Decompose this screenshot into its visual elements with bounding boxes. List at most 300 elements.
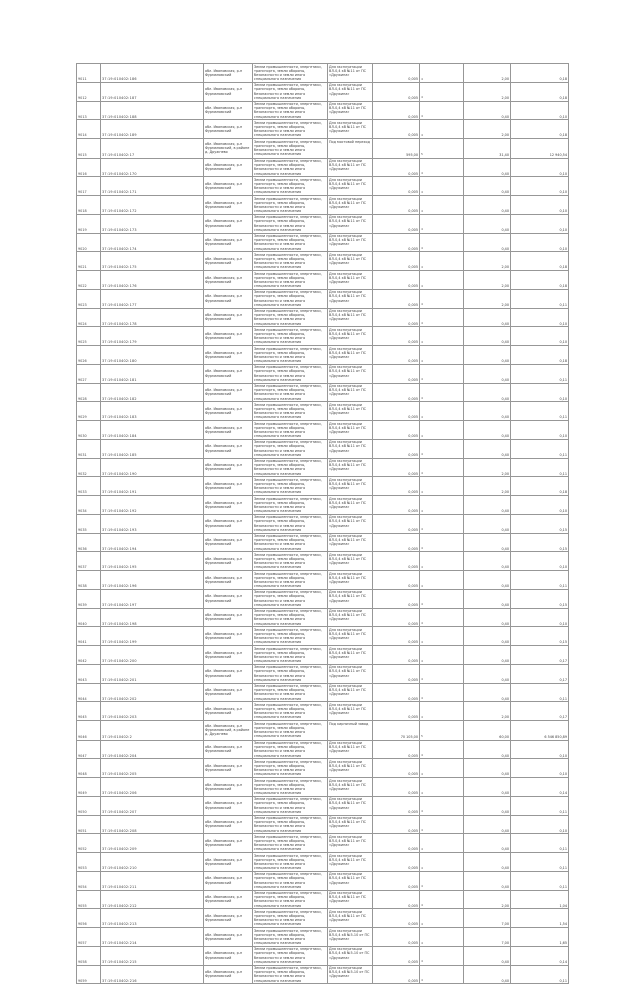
cell-land-category: Земли промышленности, энергетики, транспорта, земли обороны, безопасности и земли иного специального назначения xyxy=(253,796,328,815)
cell-area: 0,005 xyxy=(373,196,420,215)
cell-address: обл. Ивановская, р-н Фурмановский xyxy=(204,120,253,139)
cell-value-1: 0,40 xyxy=(464,965,511,984)
cell-object-id: 9027 xyxy=(77,364,101,383)
cell-object-id: 9018 xyxy=(77,196,101,215)
cell-cadastral-number: 37:19:010402:204 xyxy=(101,740,204,759)
cell-address: обл. Ивановская, р-н Фурмановский xyxy=(204,796,253,815)
cell-value-1: 0,40 xyxy=(464,627,511,646)
cell-address: обл. Ивановская, р-н Фурмановский xyxy=(204,702,253,721)
cell-permitted-use: Для эксплуатации ВЛ-0,4 кВ №11 от ПС «Дружина» xyxy=(328,664,373,683)
cell-address: обл. Ивановская, р-н Фурмановский xyxy=(204,233,253,252)
cell-land-category: Земли промышленности, энергетики, транспорта, земли обороны, безопасности и земли иного специального назначения xyxy=(253,383,328,402)
cell-value-1: 0,40 xyxy=(464,514,511,533)
cell-mark: 4 xyxy=(420,289,464,308)
cell-mark: 4 xyxy=(420,646,464,665)
cell-address: обл. Ивановская, р-н Фурмановский xyxy=(204,589,253,608)
cell-value-2: 0,10 xyxy=(511,101,569,120)
cell-area: 0,005 xyxy=(373,664,420,683)
cell-permitted-use: Для эксплуатации ВЛ-0,4 кВ №11 от ПС «Дружина» xyxy=(328,64,373,83)
cell-value-1: 2,00 xyxy=(464,289,511,308)
cell-area: 0,005 xyxy=(373,702,420,721)
cell-permitted-use: Под мостовой переход xyxy=(328,139,373,159)
table-row xyxy=(77,778,569,797)
cell-cadastral-number: 37:19:010402:196 xyxy=(101,571,204,590)
cell-cadastral-number: 37:19:010402:175 xyxy=(101,252,204,271)
cell-address: обл. Ивановская, р-н Фурмановский xyxy=(204,177,253,196)
cell-value-1: 0,40 xyxy=(464,346,511,365)
cell-object-id: 9016 xyxy=(77,158,101,177)
cell-land-category: Земли промышленности, энергетики, транспорта, земли обороны, безопасности и земли иного специального назначения xyxy=(253,139,328,159)
cell-area: 0,005 xyxy=(373,496,420,515)
cell-value-2: 0,10 xyxy=(511,214,569,233)
cell-permitted-use: Для эксплуатации ВЛ-0,4 кВ №11 от ПС «Дружина» xyxy=(328,383,373,402)
cell-address: обл. Ивановская, р-н Фурмановский xyxy=(204,815,253,834)
table-row xyxy=(77,64,569,83)
cell-value-2: 0,15 xyxy=(511,533,569,552)
cell-land-category: Земли промышленности, энергетики, транспорта, земли обороны, безопасности и земли иного специального назначения xyxy=(253,158,328,177)
cell-area: 0,005 xyxy=(373,853,420,872)
cell-value-1: 0,40 xyxy=(464,853,511,872)
cell-land-category: Земли промышленности, энергетики, транспорта, земли обороны, безопасности и земли иного специального назначения xyxy=(253,589,328,608)
cell-value-2: 0,18 xyxy=(511,271,569,290)
cell-area: 0,005 xyxy=(373,308,420,327)
cell-permitted-use: Для эксплуатации ВЛ-0,4 кВ №11 от ПС «Дружина» xyxy=(328,214,373,233)
cell-land-category: Земли промышленности, энергетики, транспорта, земли обороны, безопасности и земли иного специального назначения xyxy=(253,946,328,965)
cell-object-id: 9059 xyxy=(77,965,101,984)
cell-cadastral-number: 37:19:010402:173 xyxy=(101,214,204,233)
cell-mark: 4 xyxy=(420,196,464,215)
cell-land-category: Земли промышленности, энергетики, транспорта, земли обороны, безопасности и земли иного специального назначения xyxy=(253,759,328,778)
cell-cadastral-number: 37:19:010402:187 xyxy=(101,82,204,101)
cell-area: 0,005 xyxy=(373,965,420,984)
cell-land-category: Земли промышленности, энергетики, транспорта, земли обороны, безопасности и земли иного специального назначения xyxy=(253,496,328,515)
cell-value-1: 0,40 xyxy=(464,158,511,177)
cell-value-1: 2,00 xyxy=(464,64,511,83)
cell-mark: 4 xyxy=(420,233,464,252)
cell-value-2: 0,10 xyxy=(511,740,569,759)
cell-value-1: 0,40 xyxy=(464,214,511,233)
table-row xyxy=(77,252,569,271)
cell-value-1: 0,40 xyxy=(464,815,511,834)
cell-land-category: Земли промышленности, энергетики, транспорта, земли обороны, безопасности и земли иного специального назначения xyxy=(253,289,328,308)
cell-value-2: 0,11 xyxy=(511,683,569,702)
cell-value-1: 0,40 xyxy=(464,683,511,702)
cell-permitted-use: Для эксплуатации ВЛ-0,4 кВ №11 от ПС «Дружина» xyxy=(328,346,373,365)
cell-area: 0,005 xyxy=(373,421,420,440)
cell-land-category: Земли промышленности, энергетики, транспорта, земли обороны, безопасности и земли иного специального назначения xyxy=(253,196,328,215)
cell-value-2: 1,54 xyxy=(511,909,569,928)
cell-object-id: 9036 xyxy=(77,533,101,552)
cell-cadastral-number: 37:19:010402:181 xyxy=(101,364,204,383)
cell-cadastral-number: 37:19:010402:198 xyxy=(101,608,204,627)
cell-area: 0,005 xyxy=(373,683,420,702)
cell-permitted-use: Для эксплуатации ВЛ-0,4 кВ №11 от ПС «Дружина» xyxy=(328,740,373,759)
cell-address: обл. Ивановская, р-н Фурмановский xyxy=(204,64,253,83)
cell-mark: 4 xyxy=(420,589,464,608)
cell-area: 0,005 xyxy=(373,796,420,815)
cell-mark: 4 xyxy=(420,346,464,365)
cell-value-1: 31,40 xyxy=(464,139,511,159)
cell-value-2: 0,17 xyxy=(511,664,569,683)
cell-cadastral-number: 37:19:010402:185 xyxy=(101,439,204,458)
cell-permitted-use: Для эксплуатации ВЛ-0,4 кВ №11 от ПС «Дружина» xyxy=(328,439,373,458)
cell-value-2: 0,10 xyxy=(511,308,569,327)
cell-object-id: 9030 xyxy=(77,421,101,440)
cell-object-id: 9015 xyxy=(77,139,101,159)
cell-value-2: 0,10 xyxy=(511,815,569,834)
cell-cadastral-number: 37:19:010402:211 xyxy=(101,871,204,890)
cell-value-1: 0,40 xyxy=(464,327,511,346)
cell-value-1: 0,40 xyxy=(464,196,511,215)
table-row xyxy=(77,664,569,683)
cell-land-category: Земли промышленности, энергетики, транспорта, земли обороны, безопасности и земли иного специального назначения xyxy=(253,608,328,627)
cell-land-category: Земли промышленности, энергетики, транспорта, земли обороны, безопасности и земли иного специального назначения xyxy=(253,64,328,83)
cell-land-category: Земли промышленности, энергетики, транспорта, земли обороны, безопасности и земли иного специального назначения xyxy=(253,721,328,741)
cell-area: 0,005 xyxy=(373,589,420,608)
cell-object-id: 9039 xyxy=(77,589,101,608)
cell-permitted-use: Для эксплуатации ВЛ-0,4 кВ №11 от ПС «Дружина» xyxy=(328,402,373,421)
cell-mark: 4 xyxy=(420,458,464,477)
cell-value-1: 2,00 xyxy=(464,82,511,101)
cell-area: 0,005 xyxy=(373,327,420,346)
cell-permitted-use: Для эксплуатации ВЛ-0,4 кВ №11 от ПС «Дружина» xyxy=(328,514,373,533)
cell-object-id: 9041 xyxy=(77,627,101,646)
cell-mark: 4 xyxy=(420,514,464,533)
cell-object-id: 9046 xyxy=(77,721,101,741)
cell-land-category: Земли промышленности, энергетики, транспорта, земли обороны, безопасности и земли иного специального назначения xyxy=(253,421,328,440)
cell-permitted-use: Для эксплуатации ВЛ-0,4 кВ №11 от ПС «Дружина» xyxy=(328,327,373,346)
cell-mark: 4 xyxy=(420,101,464,120)
table-row xyxy=(77,871,569,890)
cell-area: 0,005 xyxy=(373,815,420,834)
table-row xyxy=(77,364,569,383)
cell-object-id: 9052 xyxy=(77,834,101,853)
table-row xyxy=(77,740,569,759)
cell-land-category: Земли промышленности, энергетики, транспорта, земли обороны, безопасности и земли иного специального назначения xyxy=(253,101,328,120)
cell-value-2: 0,11 xyxy=(511,458,569,477)
cell-mark: 4 xyxy=(420,383,464,402)
cell-area: 0,005 xyxy=(373,778,420,797)
cell-area: 0,005 xyxy=(373,834,420,853)
cell-object-id: 9033 xyxy=(77,477,101,496)
cell-address: обл. Ивановская, р-н Фурмановский, в районе д. Дружнево xyxy=(204,139,253,159)
cell-permitted-use: Для эксплуатации ВЛ-0,4 кВ №11 от ПС «Дружина» xyxy=(328,177,373,196)
cell-permitted-use: Для эксплуатации ВЛ-0,4 кВ №11 от ПС «Дружина» xyxy=(328,458,373,477)
cell-object-id: 9054 xyxy=(77,871,101,890)
cell-land-category: Земли промышленности, энергетики, транспорта, земли обороны, безопасности и земли иного специального назначения xyxy=(253,928,328,947)
table-row xyxy=(77,120,569,139)
cell-value-1: 2,00 xyxy=(464,252,511,271)
cell-cadastral-number: 37:19:010402:214 xyxy=(101,928,204,947)
cell-cadastral-number: 37:19:010402:212 xyxy=(101,890,204,909)
cell-mark: 4 xyxy=(420,158,464,177)
cell-cadastral-number: 37:19:010402:179 xyxy=(101,327,204,346)
cell-permitted-use: Для эксплуатации ВЛ-0,4 кВ №11 от ПС «Дружина» xyxy=(328,778,373,797)
cell-mark: 5 xyxy=(420,721,464,741)
cell-value-2: 0,18 xyxy=(511,477,569,496)
cell-value-2: 1,04 xyxy=(511,890,569,909)
cell-permitted-use: Для эксплуатации ВЛ-0,4 кВ №11 от ПС «Дружина» xyxy=(328,308,373,327)
cell-area: 0,005 xyxy=(373,909,420,928)
cell-cadastral-number: 37:19:010402:215 xyxy=(101,946,204,965)
table-row xyxy=(77,589,569,608)
cell-land-category: Земли промышленности, энергетики, транспорта, земли обороны, безопасности и земли иного специального назначения xyxy=(253,477,328,496)
cell-cadastral-number: 37:19:010402:206 xyxy=(101,778,204,797)
cell-value-1: 60,00 xyxy=(464,721,511,741)
cell-cadastral-number: 37:19:010402:210 xyxy=(101,853,204,872)
table-row xyxy=(77,965,569,984)
cell-mark: 4 xyxy=(420,552,464,571)
cell-address: обл. Ивановская, р-н Фурмановский xyxy=(204,402,253,421)
cell-value-1: 0,40 xyxy=(464,608,511,627)
cell-object-id: 9022 xyxy=(77,271,101,290)
cell-land-category: Земли промышленности, энергетики, транспорта, земли обороны, безопасности и земли иного специального назначения xyxy=(253,627,328,646)
cell-value-1: 0,40 xyxy=(464,740,511,759)
cell-land-category: Земли промышленности, энергетики, транспорта, земли обороны, безопасности и земли иного специального назначения xyxy=(253,458,328,477)
cell-area: 0,005 xyxy=(373,458,420,477)
cell-value-1: 0,40 xyxy=(464,664,511,683)
cell-object-id: 9040 xyxy=(77,608,101,627)
cell-land-category: Земли промышленности, энергетики, транспорта, земли обороны, безопасности и земли иного специального назначения xyxy=(253,514,328,533)
cell-object-id: 9026 xyxy=(77,346,101,365)
cell-object-id: 9049 xyxy=(77,778,101,797)
cell-area: 0,005 xyxy=(373,552,420,571)
cell-value-1: 0,40 xyxy=(464,101,511,120)
cell-mark: 4 xyxy=(420,533,464,552)
cell-area: 0,005 xyxy=(373,158,420,177)
cell-address: обл. Ивановская, р-н Фурмановский xyxy=(204,740,253,759)
cell-cadastral-number: 37:19:010402:190 xyxy=(101,458,204,477)
cell-value-2: 0,17 xyxy=(511,646,569,665)
cell-address: обл. Ивановская, р-н Фурмановский xyxy=(204,965,253,984)
cell-value-1: 0,40 xyxy=(464,552,511,571)
cell-land-category: Земли промышленности, энергетики, транспорта, земли обороны, безопасности и земли иного специального назначения xyxy=(253,740,328,759)
cell-cadastral-number: 37:19:010402:192 xyxy=(101,496,204,515)
cell-value-1: 0,40 xyxy=(464,759,511,778)
cell-value-1: 0,40 xyxy=(464,364,511,383)
cell-value-2: 0,18 xyxy=(511,82,569,101)
cell-value-1: 2,00 xyxy=(464,890,511,909)
cell-object-id: 9013 xyxy=(77,101,101,120)
cell-object-id: 9023 xyxy=(77,289,101,308)
cell-area: 0,005 xyxy=(373,383,420,402)
cell-object-id: 9044 xyxy=(77,683,101,702)
cell-mark: 4 xyxy=(420,120,464,139)
cell-address: обл. Ивановская, р-н Фурмановский xyxy=(204,439,253,458)
cell-object-id: 9048 xyxy=(77,759,101,778)
cell-land-category: Земли промышленности, энергетики, транспорта, земли обороны, безопасности и земли иного специального назначения xyxy=(253,533,328,552)
cell-address: обл. Ивановская, р-н Фурмановский xyxy=(204,477,253,496)
cell-permitted-use: Для эксплуатации ВЛ-0,4 кВ №11 от ПС «Дружина» xyxy=(328,120,373,139)
cell-land-category: Земли промышленности, энергетики, транспорта, земли обороны, безопасности и земли иного специального назначения xyxy=(253,871,328,890)
cell-object-id: 9021 xyxy=(77,252,101,271)
cell-cadastral-number: 37:19:010402:172 xyxy=(101,196,204,215)
cell-cadastral-number: 37:19:010402:205 xyxy=(101,759,204,778)
cell-land-category: Земли промышленности, энергетики, транспорта, земли обороны, безопасности и земли иного специального назначения xyxy=(253,571,328,590)
cell-object-id: 9056 xyxy=(77,909,101,928)
cell-area: 0,005 xyxy=(373,646,420,665)
cell-cadastral-number: 37:19:010402:186 xyxy=(101,64,204,83)
cell-object-id: 9035 xyxy=(77,514,101,533)
land-registry-table xyxy=(76,63,569,984)
cell-value-2: 0,18 xyxy=(511,64,569,83)
cell-value-2: 0,11 xyxy=(511,796,569,815)
cell-permitted-use: Под кирпичный завод xyxy=(328,721,373,741)
cell-mark: 4 xyxy=(420,402,464,421)
cell-address: обл. Ивановская, р-н Фурмановский xyxy=(204,196,253,215)
cell-object-id: 9024 xyxy=(77,308,101,327)
cell-area: 0,005 xyxy=(373,740,420,759)
cell-mark: 5 xyxy=(420,139,464,159)
cell-cadastral-number: 37:19:010402:180 xyxy=(101,346,204,365)
cell-address: обл. Ивановская, р-н Фурмановский xyxy=(204,82,253,101)
cell-value-2: 0,10 xyxy=(511,196,569,215)
cell-mark: 4 xyxy=(420,702,464,721)
cell-address: обл. Ивановская, р-н Фурмановский xyxy=(204,533,253,552)
cell-value-2: 12 940,54 xyxy=(511,139,569,159)
table-row xyxy=(77,346,569,365)
cell-area: 0,005 xyxy=(373,101,420,120)
table-row xyxy=(77,796,569,815)
cell-cadastral-number: 37:19:010402:208 xyxy=(101,815,204,834)
cell-area: 0,005 xyxy=(373,759,420,778)
cell-object-id: 9012 xyxy=(77,82,101,101)
table-row xyxy=(77,571,569,590)
table-row xyxy=(77,834,569,853)
cell-value-2: 0,10 xyxy=(511,327,569,346)
table-row xyxy=(77,514,569,533)
cell-land-category: Земли промышленности, энергетики, транспорта, земли обороны, безопасности и земли иного специального назначения xyxy=(253,890,328,909)
cell-cadastral-number: 37:19:010402:193 xyxy=(101,514,204,533)
cell-permitted-use: Для эксплуатации ВЛ-0,4 кВ №11 от ПС «Дружина» xyxy=(328,589,373,608)
cell-address: обл. Ивановская, р-н Фурмановский xyxy=(204,421,253,440)
cell-object-id: 9050 xyxy=(77,796,101,815)
cell-land-category: Земли промышленности, энергетики, транспорта, земли обороны, безопасности и земли иного специального назначения xyxy=(253,815,328,834)
cell-area: 0,005 xyxy=(373,64,420,83)
cell-permitted-use: Для эксплуатации ВЛ-0,4 кВ №11 от ПС «Дружина» xyxy=(328,871,373,890)
cell-mark: 4 xyxy=(420,683,464,702)
cell-cadastral-number: 37:19:010402:195 xyxy=(101,552,204,571)
cell-area: 0,005 xyxy=(373,514,420,533)
table-row xyxy=(77,721,569,741)
table-row xyxy=(77,402,569,421)
cell-permitted-use: Для эксплуатации ВЛ-0,4 кВ №11 от ПС «Дружина» xyxy=(328,82,373,101)
cell-value-1: 0,40 xyxy=(464,308,511,327)
cell-permitted-use: Для эксплуатации ВЛ-0,4 кВ №11 от ПС «Дружина» xyxy=(328,289,373,308)
cell-cadastral-number: 37:19:010402:183 xyxy=(101,402,204,421)
cell-land-category: Земли промышленности, энергетики, транспорта, земли обороны, безопасности и земли иного специального назначения xyxy=(253,439,328,458)
cell-value-2: 0,10 xyxy=(511,383,569,402)
cell-value-2: 0,10 xyxy=(511,496,569,515)
table-row xyxy=(77,139,569,159)
table-row xyxy=(77,196,569,215)
cell-mark: 4 xyxy=(420,778,464,797)
cell-address: обл. Ивановская, р-н Фурмановский, в районе д. Дружнево xyxy=(204,721,253,741)
cell-value-2: 0,10 xyxy=(511,759,569,778)
cell-mark: 4 xyxy=(420,177,464,196)
cell-permitted-use: Для эксплуатации ВЛ-0,4 кВ №11 от ПС «Дружина» xyxy=(328,683,373,702)
cell-mark: 4 xyxy=(420,871,464,890)
cell-value-2: 0,10 xyxy=(511,608,569,627)
cell-value-2: 0,11 xyxy=(511,402,569,421)
cell-mark: 4 xyxy=(420,909,464,928)
cell-value-1: 0,40 xyxy=(464,834,511,853)
cell-permitted-use: Для эксплуатации ВЛ-0,4 кВ №11 от ПС «Дружина» xyxy=(328,627,373,646)
cell-object-id: 9042 xyxy=(77,646,101,665)
table-row xyxy=(77,533,569,552)
cell-mark: 4 xyxy=(420,364,464,383)
cell-area: 0,005 xyxy=(373,252,420,271)
cell-mark: 4 xyxy=(420,928,464,947)
cell-mark: 4 xyxy=(420,608,464,627)
cell-cadastral-number: 37:19:010402:170 xyxy=(101,158,204,177)
cell-mark: 4 xyxy=(420,82,464,101)
cell-permitted-use: Для эксплуатации ВЛ-0,4 кВ №5-10 от ПС «Дружина» xyxy=(328,928,373,947)
cell-area: 595,00 xyxy=(373,139,420,159)
cell-cadastral-number: 37:19:010402:207 xyxy=(101,796,204,815)
table-row xyxy=(77,233,569,252)
cell-value-1: 0,40 xyxy=(464,421,511,440)
cell-area: 0,005 xyxy=(373,402,420,421)
cell-address: обл. Ивановская, р-н Фурмановский xyxy=(204,289,253,308)
cell-value-2: 0,10 xyxy=(511,177,569,196)
cell-permitted-use: Для эксплуатации ВЛ-0,4 кВ №11 от ПС «Дружина» xyxy=(328,364,373,383)
cell-permitted-use: Для эксплуатации ВЛ-0,4 кВ №11 от ПС «Дружина» xyxy=(328,815,373,834)
cell-permitted-use: Для эксплуатации ВЛ-0,4 кВ №11 от ПС «Дружина» xyxy=(328,890,373,909)
table-row xyxy=(77,759,569,778)
table-row xyxy=(77,815,569,834)
table-row xyxy=(77,477,569,496)
cell-mark: 4 xyxy=(420,64,464,83)
cell-object-id: 9034 xyxy=(77,496,101,515)
cell-permitted-use: Для эксплуатации ВЛ-0,4 кВ №5-10 от ПС «Дружина» xyxy=(328,946,373,965)
cell-permitted-use: Для эксплуатации ВЛ-0,4 кВ №11 от ПС «Дружина» xyxy=(328,477,373,496)
cell-land-category: Земли промышленности, энергетики, транспорта, земли обороны, безопасности и земли иного специального назначения xyxy=(253,233,328,252)
cell-object-id: 9025 xyxy=(77,327,101,346)
cell-permitted-use: Для эксплуатации ВЛ-0,4 кВ №11 от ПС «Дружина» xyxy=(328,252,373,271)
cell-value-1: 7,00 xyxy=(464,909,511,928)
cell-address: обл. Ивановская, р-н Фурмановский xyxy=(204,214,253,233)
cell-address: обл. Ивановская, р-н Фурмановский xyxy=(204,308,253,327)
cell-mark: 4 xyxy=(420,308,464,327)
table-row xyxy=(77,177,569,196)
cell-value-2: 0,14 xyxy=(511,946,569,965)
table-row xyxy=(77,308,569,327)
table-row xyxy=(77,552,569,571)
cell-mark: 4 xyxy=(420,664,464,683)
cell-address: обл. Ивановская, р-н Фурмановский xyxy=(204,158,253,177)
cell-object-id: 9019 xyxy=(77,214,101,233)
cell-area: 0,005 xyxy=(373,928,420,947)
cell-address: обл. Ивановская, р-н Фурмановский xyxy=(204,364,253,383)
cell-area: 0,005 xyxy=(373,177,420,196)
cell-cadastral-number: 37:19:010402:197 xyxy=(101,589,204,608)
cell-cadastral-number: 37:19:010402:203 xyxy=(101,702,204,721)
cell-value-2: 0,11 xyxy=(511,834,569,853)
cell-area: 0,005 xyxy=(373,871,420,890)
cell-value-2: 0,15 xyxy=(511,627,569,646)
cell-area: 0,005 xyxy=(373,214,420,233)
cell-value-1: 0,40 xyxy=(464,383,511,402)
cell-permitted-use: Для эксплуатации ВЛ-0,4 кВ №11 от ПС «Дружина» xyxy=(328,909,373,928)
cell-land-category: Земли промышленности, энергетики, транспорта, земли обороны, безопасности и земли иного специального назначения xyxy=(253,327,328,346)
cell-land-category: Земли промышленности, энергетики, транспорта, земли обороны, безопасности и земли иного специального назначения xyxy=(253,664,328,683)
cell-mark: 4 xyxy=(420,477,464,496)
table-row xyxy=(77,421,569,440)
cell-area: 0,005 xyxy=(373,364,420,383)
table-row xyxy=(77,383,569,402)
cell-address: обл. Ивановская, р-н Фурмановский xyxy=(204,664,253,683)
